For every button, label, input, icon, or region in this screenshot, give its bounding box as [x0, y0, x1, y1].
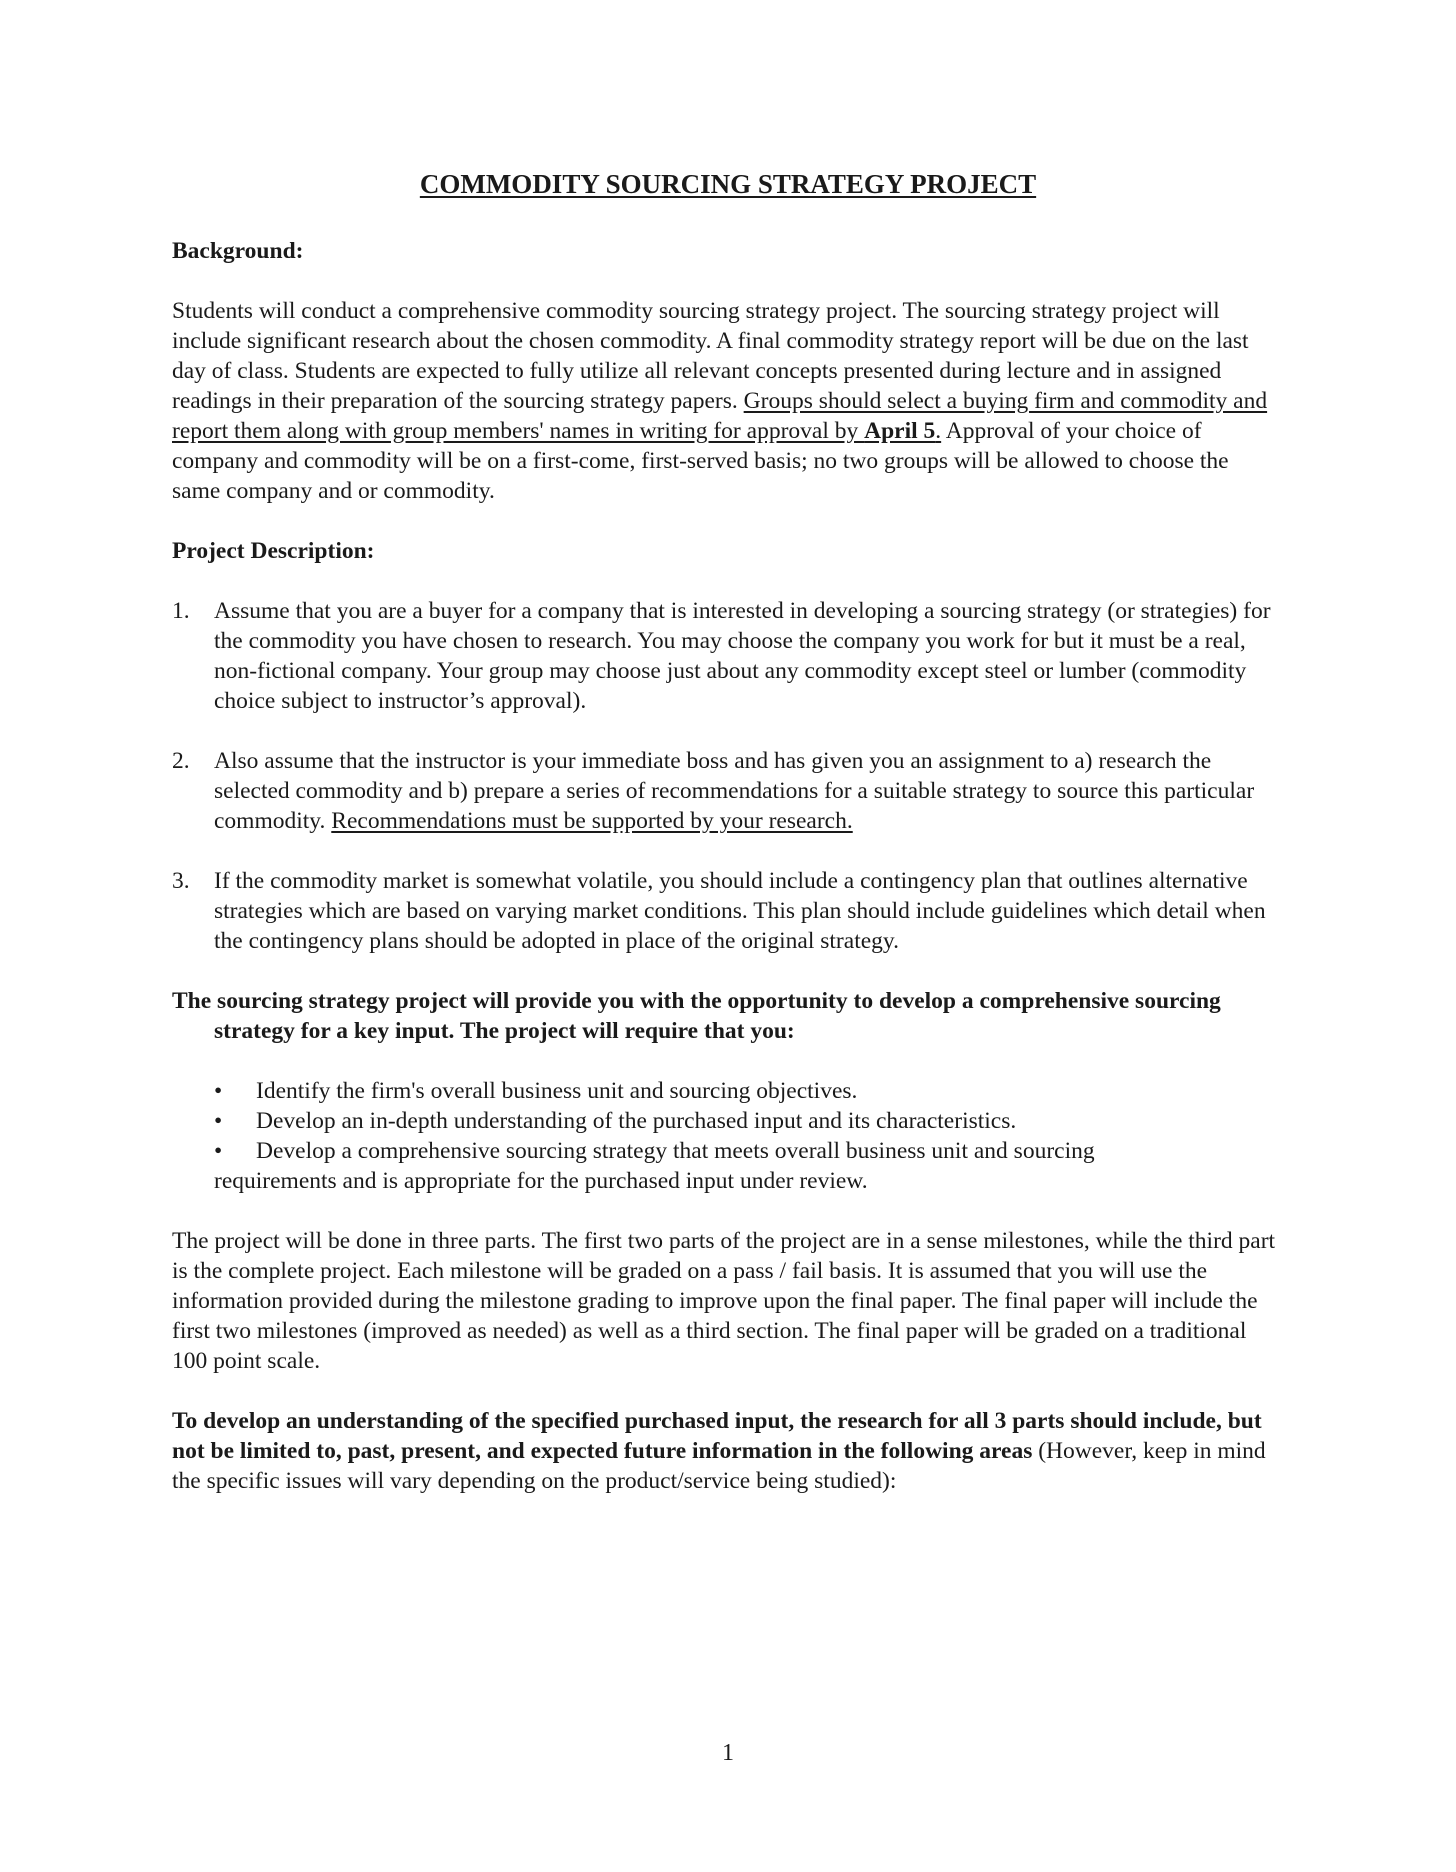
- parts-paragraph: The project will be done in three parts. The first two parts of the project are in a sense milestones, while the third part is the complete project. Each milestone will be graded on a pass / fail basis. It is assumed that you will use the information provided during the milestone grading to improve upon the final paper. The final paper will include the first two milestones (improved as needed) as well as a third section. The final paper will be graded on a traditional 100 point scale.: [172, 1228, 1276, 1374]
- bullet-icon: •: [214, 1108, 223, 1134]
- numbered-item-text: [214, 596, 1282, 716]
- numbered-item-body: If the commodity market is somewhat volatile, you should include a contingency plan that outlines alternative strategies which are based on varying market conditions. This plan should include guidelines which detail when the contingency plans should be adopted in place of the original strategy.: [214, 868, 1266, 954]
- document-title-text: COMMODITY SOURCING STRATEGY PROJECT: [419, 169, 1037, 199]
- list-item-text: Develop a comprehensive sourcing strategy that meets overall business unit and sourcing: [256, 1138, 1095, 1164]
- numbered-item-marker: 3.: [172, 868, 190, 894]
- numbered-item-3: [172, 866, 1282, 956]
- numbered-item-body: Also assume that the instructor is your immediate boss and has given you an assignment to a) research the selected commodity and b) prepare a series of recommendations for a suitable strategy to source this particular commodity.: [214, 748, 1255, 834]
- bullet-icon: •: [214, 1078, 223, 1104]
- bullet-icon: •: [214, 1138, 223, 1164]
- numbered-item-body: Assume that you are a buyer for a company that is interested in developing a sourcing strategy (or strategies) for the commodity you have chosen to research. You may choose the company you work for but it must be a real, non-fictional company. Your group may choose just about any commodity except steel or lumber (commodity choice subject to instructor’s approval).: [214, 598, 1271, 714]
- background-text-1: Students will conduct a comprehensive commodity sourcing strategy project. The sourcing strategy project will include significant research about the chosen commodity. A final commodity strategy report will be due on the last day of class. Students are expected to fully utilize all relevant concepts presented during lecture and in assigned readings in their preparation of the sourcing strategy papers.: [172, 298, 1249, 414]
- document-body: [172, 236, 1282, 1496]
- numbered-item-2: [172, 746, 1282, 836]
- background-deadline: April 5: [864, 418, 936, 444]
- research-paragraph: [172, 1406, 1282, 1496]
- project-description-heading: Project Description:: [172, 538, 375, 564]
- list-item: [214, 1076, 1282, 1106]
- objectives-list: [172, 1076, 1282, 1166]
- numbered-item-1: [172, 596, 1282, 716]
- research-bold-text: To develop an understanding of the specified purchased input, the research for all 3 parts should include, but not be limited to, past, present, and expected future information in the following areas: [172, 1408, 1262, 1464]
- opportunity-statement: The sourcing strategy project will provide you with the opportunity to develop a comprehensive sourcing strategy for a key input. The project will require that you:: [172, 988, 1221, 1044]
- numbered-item-text: [214, 746, 1282, 836]
- numbered-item-marker: 1.: [172, 598, 190, 624]
- numbered-item-underlined: Recommendations must be supported by your research.: [331, 808, 853, 834]
- list-item-text: Develop an in-depth understanding of the purchased input and its characteristics.: [256, 1108, 1017, 1134]
- background-paragraph: [172, 296, 1282, 506]
- background-heading: Background:: [172, 238, 304, 264]
- document-title: [0, 168, 1456, 200]
- numbered-item-marker: 2.: [172, 748, 190, 774]
- bullet-continuation: requirements and is appropriate for the purchased input under review.: [214, 1168, 868, 1194]
- list-item-text: Identify the firm's overall business unit and sourcing objectives.: [256, 1078, 858, 1104]
- list-item: [214, 1136, 1282, 1166]
- page-number: 1: [722, 1740, 734, 1766]
- background-underlined-text: Groups should select a buying firm and commodity and report them along with group members' names in writing for approval by: [172, 388, 1268, 444]
- background-text-2: Approval of your choice of company and commodity will be on a first-come, first-served basis; no two groups will be allowed to choose the same company and or commodity.: [172, 418, 1229, 504]
- list-item: [214, 1106, 1282, 1136]
- background-underlined-end: .: [935, 418, 942, 444]
- numbered-item-text: [214, 866, 1282, 956]
- research-normal-text: (However, keep in mind the specific issues will vary depending on the product/service being studied):: [172, 1438, 1266, 1494]
